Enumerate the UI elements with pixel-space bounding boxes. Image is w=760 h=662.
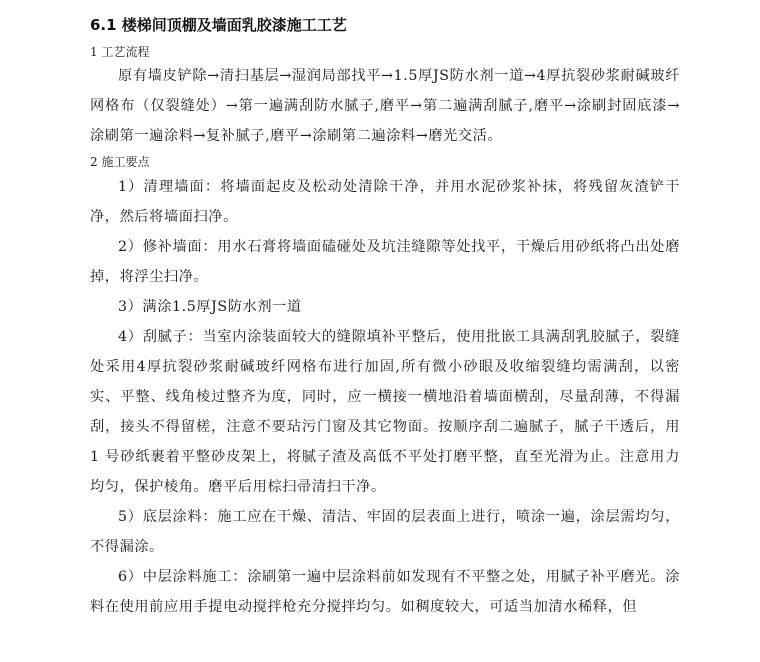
- point-5-paragraph: 5）底层涂料：施工应在干燥、清洁、牢固的层表面上进行，喷涂一遍，涂层需均匀，不得漏涂。: [90, 509, 680, 555]
- point-2-paragraph: 2）修补墙面：用水石膏将墙面磕碰处及坑洼缝隙等处找平，干燥后用砂纸将凸出处磨掉，将浮尘扫净。: [90, 239, 680, 285]
- section-title: 6.1 楼梯间顶棚及墙面乳胶漆施工工艺: [90, 16, 347, 34]
- key-points-heading: 2 施工要点: [90, 155, 150, 169]
- point-3-paragraph: 3）满涂1.5厚JS防水剂一道: [118, 299, 302, 315]
- process-paragraph: 原有墙皮铲除→清扫基层→湿润局部找平→1.5厚JS防水剂一道→4厚抗裂砂浆耐碱玻纤网格布（仅裂缝处）→第一遍满刮防水腻子,磨平→第二遍满刮腻子,磨平→涂刷封固底漆→涂刷第一遍涂料→复补腻子,磨平→涂刷第二遍涂料→磨光交活。: [90, 68, 680, 144]
- process-heading: 1 工艺流程: [90, 45, 150, 59]
- point-6-paragraph: 6）中层涂料施工：涂刷第一遍中层涂料前如发现有不平整之处，用腻子补平磨光。涂料在使用前应用手提电动搅拌枪充分搅拌均匀。如稠度较大，可适当加清水稀释，但: [90, 569, 680, 615]
- point-4-paragraph: 4）刮腻子：当室内涂装面较大的缝隙填补平整后，使用批嵌工具满刮乳胶腻子，裂缝处采用4厚抗裂砂浆耐碱玻纤网格布进行加固,所有微小砂眼及收缩裂缝均需满刮，以密实、平整、线角棱过整齐为度，同时，应一横接一横地沿着墙面横刮，尽量刮薄，不得漏刮，接头不得留槎，注意不要玷污门窗及其它物面。按顺序刮二遍腻子，腻子干透后，用 1 号砂纸裹着平整砂皮架上，将腻子渣及高低不平处打磨平整，直至光滑为止。注意用力均匀，保护棱角。磨平后用棕扫帚清扫干净。: [90, 329, 680, 495]
- point-1-paragraph: 1）清理墙面：将墙面起皮及松动处清除干净，并用水泥砂浆补抹，将残留灰渣铲干净，然后将墙面扫净。: [90, 179, 680, 225]
